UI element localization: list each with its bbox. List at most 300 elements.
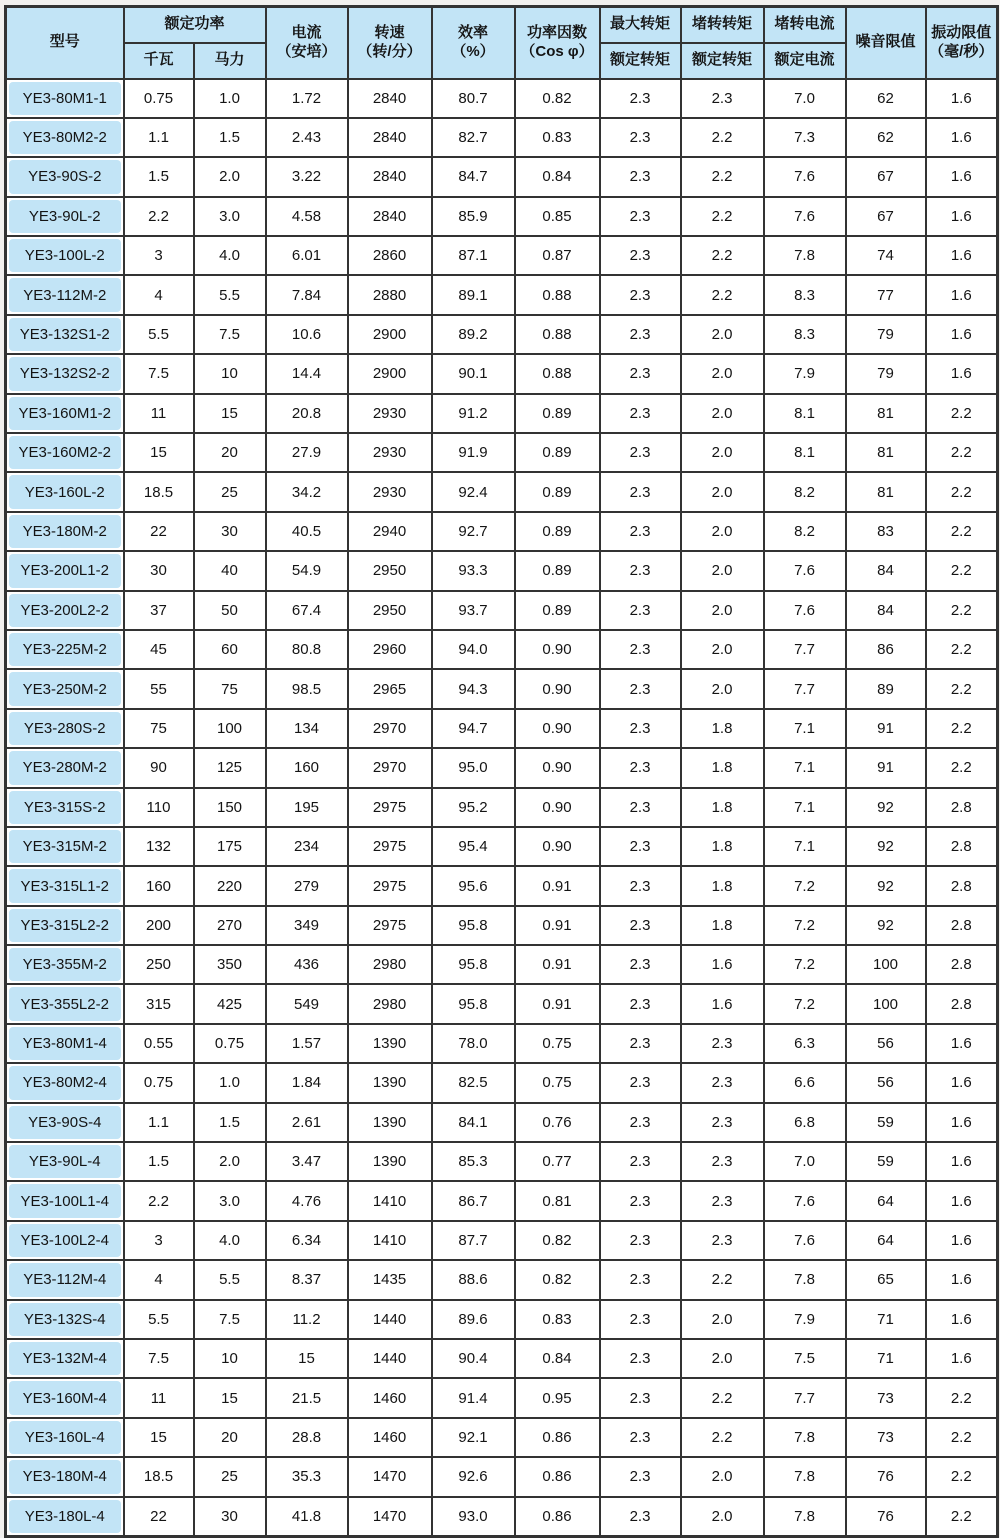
data-cell: 0.84 xyxy=(515,1339,600,1378)
data-cell: 2.0 xyxy=(681,394,764,433)
model-cell xyxy=(6,945,124,984)
data-cell: 110 xyxy=(124,788,194,827)
data-cell: 34.2 xyxy=(266,472,348,511)
data-cell: 1.8 xyxy=(681,827,764,866)
data-cell: 76 xyxy=(846,1497,926,1537)
data-cell: 75 xyxy=(124,709,194,748)
data-cell: 2.3 xyxy=(600,236,681,275)
data-cell: 1390 xyxy=(348,1024,432,1063)
data-cell: 1470 xyxy=(348,1497,432,1537)
data-cell: 2.2 xyxy=(124,197,194,236)
header-vibration-line2: （毫/秒） xyxy=(929,42,994,60)
data-cell: 93.7 xyxy=(432,591,515,630)
data-cell: 2.0 xyxy=(681,1339,764,1378)
data-cell: 0.86 xyxy=(515,1497,600,1537)
model-label: YE3-315L1-2 xyxy=(9,869,121,902)
model-label: YE3-90S-4 xyxy=(9,1106,121,1139)
model-label: YE3-355M-2 xyxy=(9,948,121,981)
data-cell: 91 xyxy=(846,748,926,787)
data-cell: 86.7 xyxy=(432,1181,515,1220)
header-speed xyxy=(348,7,432,79)
data-cell: 56 xyxy=(846,1063,926,1102)
data-cell: 84.7 xyxy=(432,157,515,196)
data-cell: 45 xyxy=(124,630,194,669)
data-cell: 0.89 xyxy=(515,472,600,511)
data-cell: 2.3 xyxy=(681,1103,764,1142)
data-cell: 1435 xyxy=(348,1260,432,1299)
data-cell: 1.5 xyxy=(194,1103,266,1142)
data-cell: 81 xyxy=(846,433,926,472)
model-label: YE3-225M-2 xyxy=(9,633,121,666)
header-max-torque-denominator: 额定转矩 xyxy=(600,43,681,79)
data-cell: 1.6 xyxy=(681,945,764,984)
data-cell: 2.0 xyxy=(194,1142,266,1181)
model-cell xyxy=(6,236,124,275)
data-cell: 74 xyxy=(846,236,926,275)
data-cell: 0.82 xyxy=(515,79,600,118)
header-model: 型号 xyxy=(6,7,124,79)
table-row xyxy=(6,157,998,196)
data-cell: 84 xyxy=(846,551,926,590)
table-row xyxy=(6,315,998,354)
data-cell: 220 xyxy=(194,866,266,905)
model-cell xyxy=(6,472,124,511)
model-label: YE3-80M2-2 xyxy=(9,121,121,154)
data-cell: 1.6 xyxy=(926,157,998,196)
data-cell: 0.75 xyxy=(124,79,194,118)
data-cell: 75 xyxy=(194,669,266,708)
data-cell: 91.2 xyxy=(432,394,515,433)
data-cell: 2970 xyxy=(348,709,432,748)
data-cell: 2975 xyxy=(348,866,432,905)
model-label: YE3-90L-4 xyxy=(9,1145,121,1178)
data-cell: 0.90 xyxy=(515,788,600,827)
data-cell: 0.82 xyxy=(515,1221,600,1260)
data-cell: 2.3 xyxy=(600,1181,681,1220)
data-cell: 2.2 xyxy=(926,748,998,787)
table-row xyxy=(6,1142,998,1181)
data-cell: 1.6 xyxy=(681,984,764,1023)
data-cell: 2.2 xyxy=(681,157,764,196)
model-cell xyxy=(6,275,124,314)
data-cell: 1390 xyxy=(348,1063,432,1102)
model-label: YE3-112M-2 xyxy=(9,278,121,311)
data-cell: 2.3 xyxy=(600,433,681,472)
data-cell: 84.1 xyxy=(432,1103,515,1142)
data-cell: 3.0 xyxy=(194,1181,266,1220)
table-row xyxy=(6,630,998,669)
table-row xyxy=(6,906,998,945)
data-cell: 55 xyxy=(124,669,194,708)
data-cell: 27.9 xyxy=(266,433,348,472)
data-cell: 6.8 xyxy=(764,1103,846,1142)
data-cell: 2930 xyxy=(348,433,432,472)
data-cell: 91.9 xyxy=(432,433,515,472)
data-cell: 1.6 xyxy=(926,1063,998,1102)
header-speed-line2: （转/分） xyxy=(357,42,422,60)
data-cell: 2.3 xyxy=(600,354,681,393)
data-cell: 67 xyxy=(846,197,926,236)
data-cell: 93.0 xyxy=(432,1497,515,1537)
data-cell: 92 xyxy=(846,827,926,866)
header-locked-torque-denominator: 额定转矩 xyxy=(681,43,764,79)
header-locked-current-denominator: 额定电流 xyxy=(764,43,846,79)
data-cell: 2900 xyxy=(348,315,432,354)
data-cell: 0.55 xyxy=(124,1024,194,1063)
data-cell: 2.0 xyxy=(681,1497,764,1537)
data-cell: 315 xyxy=(124,984,194,1023)
data-cell: 7.2 xyxy=(764,906,846,945)
data-cell: 2.43 xyxy=(266,118,348,157)
table-row xyxy=(6,1497,998,1537)
data-cell: 100 xyxy=(194,709,266,748)
data-cell: 78.0 xyxy=(432,1024,515,1063)
table-row xyxy=(6,433,998,472)
data-cell: 1.8 xyxy=(681,788,764,827)
data-cell: 7.0 xyxy=(764,1142,846,1181)
data-cell: 15 xyxy=(266,1339,348,1378)
data-cell: 2.3 xyxy=(600,472,681,511)
header-efficiency-line2: （%） xyxy=(451,42,495,60)
table-row xyxy=(6,984,998,1023)
data-cell: 7.1 xyxy=(764,748,846,787)
table-row xyxy=(6,1339,998,1378)
data-cell: 7.5 xyxy=(194,1300,266,1339)
data-cell: 1440 xyxy=(348,1300,432,1339)
data-cell: 0.89 xyxy=(515,551,600,590)
data-cell: 6.34 xyxy=(266,1221,348,1260)
data-cell: 20.8 xyxy=(266,394,348,433)
data-cell: 89.1 xyxy=(432,275,515,314)
data-cell: 67 xyxy=(846,157,926,196)
data-cell: 2.8 xyxy=(926,906,998,945)
data-cell: 250 xyxy=(124,945,194,984)
data-cell: 2.8 xyxy=(926,788,998,827)
data-cell: 7.8 xyxy=(764,1497,846,1537)
data-cell: 2.3 xyxy=(600,906,681,945)
data-cell: 2.3 xyxy=(600,1497,681,1537)
data-cell: 2.3 xyxy=(600,1103,681,1142)
data-cell: 2.3 xyxy=(600,118,681,157)
model-label: YE3-100L2-4 xyxy=(9,1224,121,1257)
data-cell: 2840 xyxy=(348,157,432,196)
data-cell: 85.9 xyxy=(432,197,515,236)
data-cell: 25 xyxy=(194,472,266,511)
header-rated-power: 额定功率 xyxy=(124,7,266,43)
data-cell: 92.1 xyxy=(432,1418,515,1457)
model-cell xyxy=(6,1457,124,1496)
data-cell: 1.6 xyxy=(926,1260,998,1299)
data-cell: 6.01 xyxy=(266,236,348,275)
model-label: YE3-90L-2 xyxy=(9,200,121,233)
header-current-line2: （安培） xyxy=(276,42,337,60)
model-cell xyxy=(6,1142,124,1181)
data-cell: 0.76 xyxy=(515,1103,600,1142)
model-cell xyxy=(6,827,124,866)
data-cell: 0.86 xyxy=(515,1418,600,1457)
data-cell: 7.5 xyxy=(124,354,194,393)
header-power-factor xyxy=(515,7,600,79)
model-cell xyxy=(6,1181,124,1220)
data-cell: 30 xyxy=(124,551,194,590)
data-cell: 160 xyxy=(124,866,194,905)
data-cell: 1.6 xyxy=(926,118,998,157)
model-label: YE3-80M1-1 xyxy=(9,82,121,115)
data-cell: 87.1 xyxy=(432,236,515,275)
data-cell: 0.77 xyxy=(515,1142,600,1181)
data-cell: 89.2 xyxy=(432,315,515,354)
data-cell: 1.5 xyxy=(124,157,194,196)
table-row xyxy=(6,118,998,157)
data-cell: 2975 xyxy=(348,827,432,866)
data-cell: 2.2 xyxy=(926,512,998,551)
data-cell: 67.4 xyxy=(266,591,348,630)
data-cell: 2930 xyxy=(348,394,432,433)
data-cell: 2.0 xyxy=(681,512,764,551)
data-cell: 134 xyxy=(266,709,348,748)
model-label: YE3-355L2-2 xyxy=(9,987,121,1020)
data-cell: 71 xyxy=(846,1339,926,1378)
data-cell: 95.2 xyxy=(432,788,515,827)
data-cell: 7.8 xyxy=(764,236,846,275)
model-cell xyxy=(6,788,124,827)
table-body xyxy=(6,79,998,1537)
data-cell: 64 xyxy=(846,1221,926,1260)
model-cell xyxy=(6,669,124,708)
data-cell: 2.0 xyxy=(681,472,764,511)
data-cell: 7.7 xyxy=(764,1378,846,1417)
data-cell: 30 xyxy=(194,512,266,551)
data-cell: 1.6 xyxy=(926,1339,998,1378)
data-cell: 2.2 xyxy=(926,1497,998,1537)
data-cell: 28.8 xyxy=(266,1418,348,1457)
data-cell: 60 xyxy=(194,630,266,669)
table-row xyxy=(6,394,998,433)
data-cell: 79 xyxy=(846,354,926,393)
data-cell: 2.3 xyxy=(600,157,681,196)
data-cell: 2.2 xyxy=(926,394,998,433)
data-cell: 54.9 xyxy=(266,551,348,590)
model-cell xyxy=(6,1024,124,1063)
data-cell: 62 xyxy=(846,118,926,157)
model-cell xyxy=(6,1339,124,1378)
data-cell: 92 xyxy=(846,866,926,905)
data-cell: 1.72 xyxy=(266,79,348,118)
data-cell: 7.6 xyxy=(764,1221,846,1260)
table-row xyxy=(6,709,998,748)
data-cell: 2.3 xyxy=(600,669,681,708)
data-cell: 200 xyxy=(124,906,194,945)
table-row xyxy=(6,1418,998,1457)
data-cell: 7.6 xyxy=(764,197,846,236)
data-cell: 95.8 xyxy=(432,906,515,945)
data-cell: 2.3 xyxy=(681,1063,764,1102)
data-cell: 2840 xyxy=(348,118,432,157)
model-cell xyxy=(6,1300,124,1339)
data-cell: 5.5 xyxy=(194,275,266,314)
model-label: YE3-280S-2 xyxy=(9,712,121,745)
data-cell: 92.6 xyxy=(432,1457,515,1496)
data-cell: 6.6 xyxy=(764,1063,846,1102)
data-cell: 92 xyxy=(846,906,926,945)
data-cell: 7.8 xyxy=(764,1457,846,1496)
header-hp: 马力 xyxy=(194,43,266,79)
data-cell: 2.3 xyxy=(600,1142,681,1181)
data-cell: 2.2 xyxy=(926,1418,998,1457)
model-label: YE3-100L-2 xyxy=(9,239,121,272)
model-label: YE3-132S-4 xyxy=(9,1303,121,1336)
model-cell xyxy=(6,1260,124,1299)
data-cell: 0.86 xyxy=(515,1457,600,1496)
data-cell: 3.47 xyxy=(266,1142,348,1181)
data-cell: 7.5 xyxy=(124,1339,194,1378)
data-cell: 2.3 xyxy=(600,630,681,669)
data-cell: 77 xyxy=(846,275,926,314)
data-cell: 4.58 xyxy=(266,197,348,236)
data-cell: 425 xyxy=(194,984,266,1023)
data-cell: 83 xyxy=(846,512,926,551)
table-row xyxy=(6,1378,998,1417)
data-cell: 2.61 xyxy=(266,1103,348,1142)
data-cell: 90.4 xyxy=(432,1339,515,1378)
data-cell: 2.3 xyxy=(681,1024,764,1063)
data-cell: 7.9 xyxy=(764,1300,846,1339)
table-row xyxy=(6,591,998,630)
data-cell: 85.3 xyxy=(432,1142,515,1181)
data-cell: 0.89 xyxy=(515,433,600,472)
data-cell: 0.88 xyxy=(515,354,600,393)
data-cell: 1.6 xyxy=(926,1181,998,1220)
data-cell: 1470 xyxy=(348,1457,432,1496)
data-cell: 436 xyxy=(266,945,348,984)
data-cell: 2.0 xyxy=(194,157,266,196)
data-cell: 2.3 xyxy=(681,1221,764,1260)
data-cell: 1.6 xyxy=(926,1221,998,1260)
data-cell: 2.8 xyxy=(926,827,998,866)
data-cell: 2.2 xyxy=(926,1457,998,1496)
data-cell: 2.3 xyxy=(600,827,681,866)
data-cell: 7.84 xyxy=(266,275,348,314)
model-cell xyxy=(6,433,124,472)
data-cell: 7.7 xyxy=(764,630,846,669)
data-cell: 25 xyxy=(194,1457,266,1496)
data-cell: 1390 xyxy=(348,1142,432,1181)
data-cell: 10 xyxy=(194,354,266,393)
data-cell: 2980 xyxy=(348,945,432,984)
data-cell: 2.3 xyxy=(600,866,681,905)
model-label: YE3-132M-4 xyxy=(9,1342,121,1375)
data-cell: 2.2 xyxy=(926,551,998,590)
table-row xyxy=(6,1181,998,1220)
data-cell: 7.5 xyxy=(764,1339,846,1378)
model-cell xyxy=(6,984,124,1023)
data-cell: 2900 xyxy=(348,354,432,393)
data-cell: 73 xyxy=(846,1378,926,1417)
data-cell: 95.4 xyxy=(432,827,515,866)
model-cell xyxy=(6,551,124,590)
data-cell: 11 xyxy=(124,1378,194,1417)
data-cell: 7.9 xyxy=(764,354,846,393)
table-row xyxy=(6,79,998,118)
data-cell: 8.1 xyxy=(764,394,846,433)
model-label: YE3-250M-2 xyxy=(9,672,121,705)
data-cell: 0.90 xyxy=(515,827,600,866)
table-row xyxy=(6,827,998,866)
model-cell xyxy=(6,1418,124,1457)
data-cell: 2.2 xyxy=(926,433,998,472)
data-cell: 81 xyxy=(846,472,926,511)
data-cell: 2975 xyxy=(348,788,432,827)
table-row xyxy=(6,275,998,314)
data-cell: 234 xyxy=(266,827,348,866)
data-cell: 2950 xyxy=(348,551,432,590)
data-cell: 2.3 xyxy=(600,1378,681,1417)
data-cell: 100 xyxy=(846,945,926,984)
data-cell: 1410 xyxy=(348,1221,432,1260)
data-cell: 2.0 xyxy=(681,354,764,393)
data-cell: 10.6 xyxy=(266,315,348,354)
data-cell: 1.8 xyxy=(681,709,764,748)
header-max-torque-numerator: 最大转矩 xyxy=(600,7,681,43)
data-cell: 7.0 xyxy=(764,79,846,118)
data-cell: 100 xyxy=(846,984,926,1023)
data-cell: 2.3 xyxy=(600,394,681,433)
model-cell xyxy=(6,630,124,669)
data-cell: 1.6 xyxy=(926,1103,998,1142)
data-cell: 3.22 xyxy=(266,157,348,196)
data-cell: 2.3 xyxy=(600,1300,681,1339)
model-cell xyxy=(6,118,124,157)
data-cell: 65 xyxy=(846,1260,926,1299)
data-cell: 20 xyxy=(194,1418,266,1457)
data-cell: 2840 xyxy=(348,197,432,236)
table-row xyxy=(6,788,998,827)
data-cell: 2.2 xyxy=(681,236,764,275)
data-cell: 92.4 xyxy=(432,472,515,511)
data-cell: 0.90 xyxy=(515,669,600,708)
model-cell xyxy=(6,197,124,236)
header-current-line1: 电流 xyxy=(291,24,322,41)
data-cell: 7.7 xyxy=(764,669,846,708)
model-cell xyxy=(6,591,124,630)
data-cell: 2960 xyxy=(348,630,432,669)
model-label: YE3-200L1-2 xyxy=(9,554,121,587)
data-cell: 0.95 xyxy=(515,1378,600,1417)
data-cell: 79 xyxy=(846,315,926,354)
header-efficiency xyxy=(432,7,515,79)
data-cell: 2.2 xyxy=(926,630,998,669)
data-cell: 71 xyxy=(846,1300,926,1339)
data-cell: 2970 xyxy=(348,748,432,787)
model-cell xyxy=(6,1378,124,1417)
data-cell: 2860 xyxy=(348,236,432,275)
data-cell: 1.5 xyxy=(124,1142,194,1181)
data-cell: 88.6 xyxy=(432,1260,515,1299)
data-cell: 2.3 xyxy=(600,79,681,118)
data-cell: 95.8 xyxy=(432,984,515,1023)
data-cell: 15 xyxy=(194,394,266,433)
data-cell: 2.8 xyxy=(926,984,998,1023)
data-cell: 0.75 xyxy=(124,1063,194,1102)
model-cell xyxy=(6,79,124,118)
data-cell: 64 xyxy=(846,1181,926,1220)
model-cell xyxy=(6,1497,124,1537)
table-row xyxy=(6,236,998,275)
table-row xyxy=(6,1260,998,1299)
table-row xyxy=(6,945,998,984)
data-cell: 2940 xyxy=(348,512,432,551)
model-label: YE3-280M-2 xyxy=(9,751,121,784)
